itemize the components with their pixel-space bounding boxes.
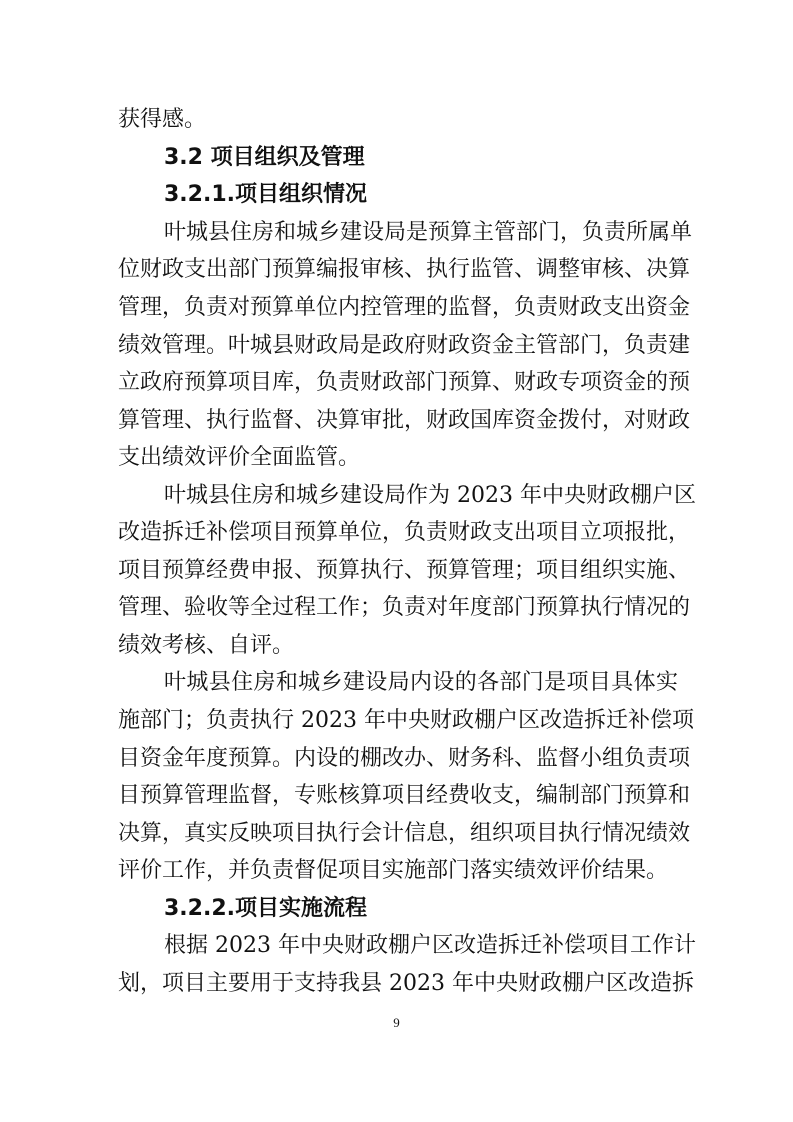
paragraph-line: 绩效考核、自评。 bbox=[118, 633, 295, 658]
paragraph-line: 根据 2023 年中央财政棚户区改造拆迁补偿项目工作计 bbox=[164, 933, 696, 958]
paragraph-line: 项目预算经费申报、预算执行、预算管理；项目组织实施、 bbox=[118, 558, 691, 583]
subsection-heading-3-2-2: 3.2.2.项目实施流程 bbox=[164, 896, 367, 921]
paragraph-line: 评价工作，并负责督促项目实施部门落实绩效评价结果。 bbox=[118, 858, 669, 883]
paragraph-line: 绩效管理。叶城县财政局是政府财政资金主管部门，负责建 bbox=[118, 333, 691, 358]
paragraph-line: 目预算管理监督，专账核算项目经费收支，编制部门预算和 bbox=[118, 783, 691, 808]
paragraph-line: 管理，负责对预算单位内控管理的监督，负责财政支出资金 bbox=[118, 295, 691, 320]
paragraph-line: 叶城县住房和城乡建设局作为 2023 年中央财政棚户区 bbox=[164, 483, 696, 508]
paragraph-line: 改造拆迁补偿项目预算单位，负责财政支出项目立项报批， bbox=[118, 520, 691, 545]
paragraph-tail: 获得感。 bbox=[118, 107, 207, 132]
paragraph-line: 支出绩效评价全面监管。 bbox=[118, 445, 361, 470]
paragraph-line: 决算，真实反映项目执行会计信息，组织项目执行情况绩效 bbox=[118, 821, 691, 846]
paragraph-line: 叶城县住房和城乡建设局是预算主管部门，负责所属单 bbox=[164, 220, 693, 245]
paragraph-line: 施部门；负责执行 2023 年中央财政棚户区改造拆迁补偿项 bbox=[118, 708, 694, 733]
page-number: 9 bbox=[393, 1015, 400, 1030]
paragraph-line: 立政府预算项目库，负责财政部门预算、财政专项资金的预 bbox=[118, 370, 691, 395]
paragraph-line: 算管理、执行监督、决算审批，财政国库资金拨付，对财政 bbox=[118, 408, 691, 433]
section-heading-3-2: 3.2 项目组织及管理 bbox=[164, 145, 365, 170]
paragraph-line: 管理、验收等全过程工作；负责对年度部门预算执行情况的 bbox=[118, 595, 691, 620]
subsection-heading-3-2-1: 3.2.1.项目组织情况 bbox=[164, 182, 367, 207]
paragraph-line: 位财政支出部门预算编报审核、执行监管、调整审核、决算 bbox=[118, 257, 691, 282]
paragraph-line: 目资金年度预算。内设的棚改办、财务科、监督小组负责项 bbox=[118, 746, 691, 771]
paragraph-line: 叶城县住房和城乡建设局内设的各部门是项目具体实 bbox=[164, 670, 678, 695]
paragraph-line: 划，项目主要用于支持我县 2023 年中央财政棚户区改造拆 bbox=[118, 971, 694, 996]
